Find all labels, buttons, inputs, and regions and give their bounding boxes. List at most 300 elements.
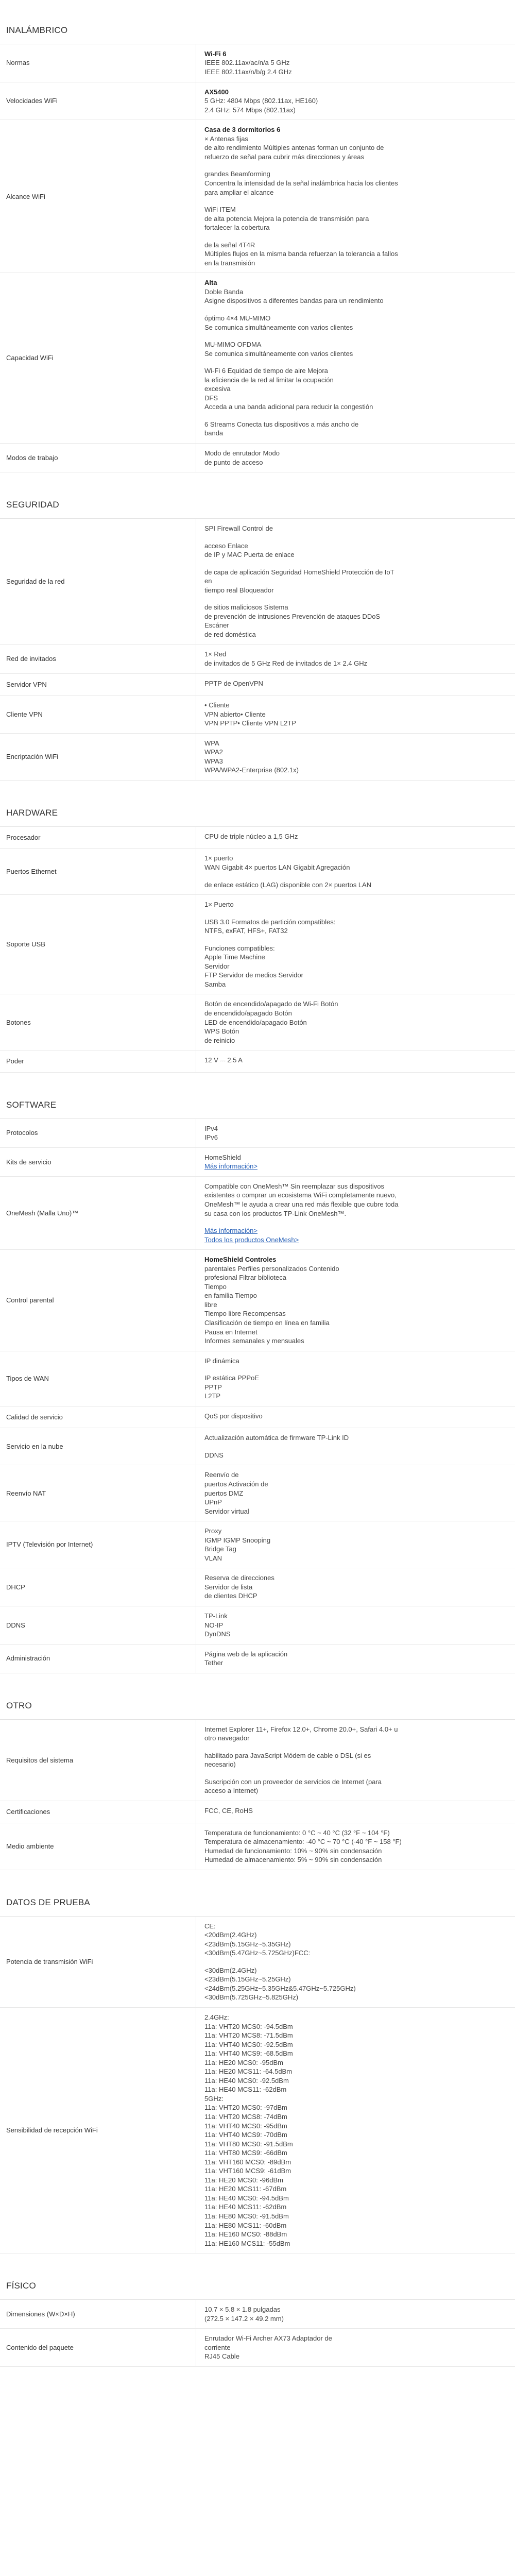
spec-value-line: LED de encendido/apagado Botón: [204, 1018, 307, 1026]
spec-value-line: para ampliar el alcance: [204, 188, 274, 196]
spec-row-poder: [0, 1050, 515, 1073]
spec-label: Normas: [6, 59, 30, 67]
spec-value-line: 5 GHz: 4804 Mbps (802.11ax, HE160): [204, 97, 318, 105]
section-title: FÍSICO: [0, 2280, 515, 2300]
spec-value: [196, 1148, 515, 1176]
spec-value-line: WPA2: [204, 748, 223, 756]
spec-value-line: FCC, CE, RoHS: [204, 1806, 253, 1815]
spec-value-line: Wi-Fi 6: [204, 49, 227, 58]
spec-value-line: Asigne dispositivos a diferentes bandas para un rendimiento: [204, 297, 384, 305]
line-spacer: [204, 1769, 509, 1777]
spec-value-line: óptimo 4×4 MU-MIMO: [204, 314, 271, 322]
spec-value-line: VPN PPTP• Cliente VPN L2TP: [204, 719, 296, 727]
spec-value-line: VLAN: [204, 1554, 222, 1562]
spec-value-line: <23dBm(5.15GHz~5.25GHz): [204, 1975, 291, 1984]
spec-value: [196, 734, 515, 780]
spec-value-line: DFS: [204, 394, 218, 402]
spec-row-kits-de-servicio: [0, 1148, 515, 1177]
spec-value-line: RJ45 Cable: [204, 2352, 239, 2361]
line-spacer: [204, 197, 509, 205]
spec-value-line: profesional Filtrar biblioteca: [204, 1274, 286, 1282]
spec-label: Puertos Ethernet: [6, 867, 57, 875]
spec-value-line: Alta: [204, 279, 217, 287]
section-title: SEGURIDAD: [0, 499, 515, 519]
line-spacer: [204, 595, 509, 603]
spec-row-velocidades-wifi: [0, 82, 515, 121]
spec-value-line: WAN Gigabit 4× puertos LAN Gigabit Agregación: [204, 863, 350, 871]
spec-value: [196, 827, 515, 849]
spec-label: Servidor VPN: [6, 680, 47, 688]
spec-value: [196, 1606, 515, 1644]
spec-value-line: <30dBm(2.4GHz): [204, 1966, 257, 1974]
spec-value-line: 11a: HE20 MCS11: -64.5dBm: [204, 2067, 293, 2076]
spec-value: [196, 82, 515, 120]
spec-value-line: de invitados de 5 GHz Red de invitados de 1× 2.4 GHz: [204, 659, 368, 668]
spec-label: IPTV (Televisión por Internet): [6, 1540, 93, 1549]
spec-value-line: Proxy: [204, 1527, 222, 1535]
spec-row-normas: [0, 44, 515, 82]
spec-label: Servicio en la nube: [6, 1443, 63, 1451]
more-info-link[interactable]: Más información>: [204, 1162, 258, 1171]
spec-value: [196, 674, 515, 696]
spec-value-line: fortalecer la cobertura: [204, 224, 270, 232]
spec-value-line: 11a: VHT40 MCS9: -70dBm: [204, 2131, 287, 2139]
spec-value-line: <24dBm(5.25GHz~5.35GHz&5.47GHz~5.725GHz): [204, 1984, 356, 1992]
spec-value-line: en: [204, 577, 212, 585]
spec-value-line: Bridge Tag: [204, 1545, 236, 1553]
spec-value-line: 1× Red: [204, 650, 227, 658]
spec-row-dhcp: [0, 1568, 515, 1606]
spec-value-line: Internet Explorer 11+, Firefox 12.0+, Chrome 20.0+, Safari 4.0+ u: [204, 1725, 398, 1733]
spec-row-dimensiones-w-d-h: [0, 2300, 515, 2329]
section-title: INALÁMBRICO: [0, 25, 515, 44]
spec-value-line: OneMesh™ le ayuda a crear una red más flexible que cubre toda: [204, 1200, 399, 1208]
spec-value-line: Enrutador Wi-Fi Archer AX73 Adaptador de: [204, 2334, 332, 2343]
spec-value-line: 11a: VHT80 MCS9: -66dBm: [204, 2149, 287, 2157]
spec-value-line: Concentra la intensidad de la señal inalámbrica hacia los clientes: [204, 179, 398, 187]
section-title: OTRO: [0, 1700, 515, 1720]
spec-value-line: NO-IP: [204, 1621, 224, 1629]
spec-value-line: (272.5 × 147.2 × 49.2 mm): [204, 2314, 284, 2323]
spec-label: Encriptación WiFi: [6, 753, 59, 761]
spec-value-line: DynDNS: [204, 1630, 231, 1638]
spec-label: Red de invitados: [6, 655, 56, 663]
spec-value-line: habilitado para JavaScript Módem de cable o DSL (si es: [204, 1751, 371, 1759]
spec-value-line: CPU de triple núcleo a 1,5 GHz: [204, 832, 298, 840]
spec-value: [196, 895, 515, 994]
spec-row-control-parental: [0, 1250, 515, 1351]
spec-row-procesador: [0, 827, 515, 849]
spec-value: [196, 1465, 515, 1521]
spec-value-line: IEEE 802.11ax/ac/n/a 5 GHz: [204, 59, 290, 67]
spec-label: Reenvío NAT: [6, 1489, 46, 1497]
spec-value-line: WPA/WPA2-Enterprise (802.1x): [204, 766, 299, 774]
spec-value: [196, 1050, 515, 1072]
spec-value-line: 11a: HE20 MCS0: -96dBm: [204, 2176, 283, 2184]
spec-value-line: L2TP: [204, 1392, 221, 1400]
spec-value: [196, 519, 515, 644]
spec-label: Medio ambiente: [6, 1842, 54, 1850]
spec-value-line: Página web de la aplicación: [204, 1650, 288, 1658]
spec-label: Soporte USB: [6, 940, 45, 948]
spec-label: Velocidades WiFi: [6, 97, 58, 105]
spec-label: Potencia de transmisión WiFi: [6, 1958, 93, 1966]
spec-value-line: de sitios maliciosos Sistema: [204, 603, 288, 612]
spec-value-line: 11a: HE160 MCS0: -88dBm: [204, 2230, 287, 2239]
spec-row-certificaciones: [0, 1801, 515, 1823]
spec-value-line: banda: [204, 429, 224, 437]
spec-value-line: Reenvío de: [204, 1471, 239, 1479]
spec-row-iptv-television-por-internet: [0, 1521, 515, 1568]
spec-label: Certificaciones: [6, 1807, 50, 1816]
spec-value-line: 11a: HE40 MCS11: -62dBm: [204, 2086, 287, 2094]
spec-value-line: 11a: HE40 MCS11: -62dBm: [204, 2203, 287, 2211]
spec-value: [196, 2329, 515, 2366]
spec-value-line: 11a: HE80 MCS0: -91.5dBm: [204, 2212, 289, 2221]
spec-row-tipos-de-wan: [0, 1351, 515, 1406]
spec-value-line: Se comunica simultáneamente con varios clientes: [204, 349, 353, 358]
section-title: DATOS DE PRUEBA: [0, 1897, 515, 1917]
spec-value-line: de enlace estático (LAG) disponible con 2× puertos LAN: [204, 880, 372, 889]
spec-value-line: Reserva de direcciones: [204, 1574, 274, 1582]
spec-value-line: Múltiples flujos en la misma banda refuerzan la tolerancia a fallos: [204, 250, 398, 258]
spec-value: [196, 273, 515, 443]
spec-label: Kits de servicio: [6, 1158, 52, 1166]
spec-value-line: 1× Puerto: [204, 901, 234, 909]
spec-value-line: Casa de 3 dormitorios 6: [204, 126, 281, 134]
spec-value-line: Apple Time Machine: [204, 953, 265, 961]
spec-label: Seguridad de la red: [6, 577, 65, 585]
spec-value-line: MU-MIMO OFDMA: [204, 341, 262, 349]
spec-value-line: Temperatura de almacenamiento: -40 °C ~ 70 °C (-40 °F ~ 158 °F): [204, 1838, 402, 1846]
spec-value-line: en la transmisión: [204, 259, 255, 267]
spec-value-line: SPI Firewall Control de: [204, 524, 273, 533]
spec-value-line: Humedad de almacenamiento: 5% ~ 90% sin condensación: [204, 1856, 382, 1864]
spec-value-line: IGMP IGMP Snooping: [204, 1536, 271, 1544]
spec-value-line: Doble Banda: [204, 287, 244, 296]
line-spacer: [204, 412, 509, 420]
spec-row-administracion: [0, 1645, 515, 1673]
spec-value-line: libre: [204, 1300, 217, 1309]
spec-label: DDNS: [6, 1621, 25, 1629]
spec-value-line: Samba: [204, 980, 226, 988]
line-spacer: [204, 306, 509, 314]
spec-value-line: Humedad de funcionamiento: 10% ~ 90% sin condensación: [204, 1846, 382, 1855]
spec-row-onemesh-malla-uno: [0, 1177, 515, 1250]
spec-value-line: Tiempo: [204, 1282, 227, 1291]
spec-section-otro: [0, 1700, 515, 1870]
spec-section-fisico: [0, 2280, 515, 2367]
spec-value: [196, 1428, 515, 1465]
spec-value-line: necesario): [204, 1760, 236, 1769]
spec-section-datos-de-prueba: [0, 1897, 515, 2254]
spec-row-sensibilidad-de-recepcion-wifi: [0, 2008, 515, 2253]
spec-label: DHCP: [6, 1583, 25, 1591]
spec-row-puertos-ethernet: [0, 849, 515, 895]
line-spacer: [204, 1218, 509, 1226]
spec-value-line: Tiempo libre Recompensas: [204, 1310, 286, 1318]
spec-value-line: USB 3.0 Formatos de partición compatibles:: [204, 918, 336, 926]
spec-value-line: de prevención de intrusiones Prevención de ataques DDoS: [204, 612, 381, 620]
spec-label: Procesador: [6, 833, 41, 841]
line-spacer: [204, 332, 509, 340]
spec-value-line: de reinicio: [204, 1036, 235, 1044]
spec-value-line: <23dBm(5.15GHz~5.35GHz): [204, 1940, 291, 1948]
spec-value: [196, 1568, 515, 1606]
spec-value-line: × Antenas fijas: [204, 134, 248, 143]
spec-row-seguridad-de-la-red: [0, 519, 515, 645]
spec-value-line: 11a: VHT20 MCS0: -94.5dBm: [204, 2022, 293, 2030]
spec-value: [196, 1406, 515, 1428]
spec-label: Cliente VPN: [6, 710, 43, 718]
line-spacer: [204, 232, 509, 241]
spec-value-line: parentales Perfiles personalizados Contenido: [204, 1264, 339, 1273]
spec-row-contenido-del-paquete: [0, 2329, 515, 2367]
spec-value-line: 11a: VHT20 MCS0: -97dBm: [204, 2104, 287, 2112]
spec-value-line: de capa de aplicación Seguridad HomeShield Protección de IoT: [204, 568, 394, 576]
spec-value-line: de la señal 4T4R: [204, 241, 255, 249]
spec-value-line: Servidor virtual: [204, 1507, 249, 1515]
spec-value: [196, 1645, 515, 1673]
spec-row-reenvio-nat: [0, 1465, 515, 1521]
spec-value-line: WiFi ITEM: [204, 206, 236, 214]
spec-value-line: IPv4: [204, 1124, 218, 1132]
spec-value-line: Se comunica simultáneamente con varios clientes: [204, 323, 353, 331]
spec-value: [196, 2300, 515, 2328]
spec-row-cliente-vpn: [0, 696, 515, 734]
spec-value-line: Botón de encendido/apagado de Wi-Fi Botón: [204, 1000, 338, 1008]
spec-value: [196, 2008, 515, 2253]
spec-value-line: QoS por dispositivo: [204, 1412, 263, 1420]
spec-value: [196, 120, 515, 273]
spec-value-line: 2.4 GHz: 574 Mbps (802.11ax): [204, 106, 296, 114]
spec-value-line: UPnP: [204, 1498, 222, 1506]
spec-value-line: de alto rendimiento Múltiples antenas forman un conjunto de: [204, 144, 384, 152]
spec-label: Modos de trabajo: [6, 453, 58, 462]
spec-value-line: Servidor de lista: [204, 1583, 253, 1591]
spec-value-line: 11a: VHT40 MCS0: -92.5dBm: [204, 2040, 293, 2048]
spec-row-servidor-vpn: [0, 674, 515, 696]
spec-value: [196, 696, 515, 733]
spec-value-line: 11a: HE80 MCS11: -60dBm: [204, 2221, 287, 2229]
spec-label: Calidad de servicio: [6, 1413, 63, 1421]
spec-value-line: 11a: VHT160 MCS0: -89dBm: [204, 2158, 291, 2166]
line-spacer: [204, 560, 509, 568]
spec-value: [196, 994, 515, 1050]
spec-label: Dimensiones (W×D×H): [6, 2310, 75, 2318]
line-spacer: [204, 1443, 509, 1451]
spec-value-line: de IP y MAC Puerta de enlace: [204, 551, 295, 559]
spec-value: [196, 1177, 515, 1249]
spec-value-line: <30dBm(5.47GHz~5.725GHz)FCC:: [204, 1949, 311, 1957]
spec-value-line: acceso a Internet): [204, 1787, 259, 1795]
spec-value-line: puertos Activación de: [204, 1480, 268, 1488]
spec-value-line: de punto de acceso: [204, 458, 263, 466]
spec-value-line: en familia Tiempo: [204, 1292, 257, 1300]
line-spacer: [204, 872, 509, 880]
spec-value-line: 11a: HE160 MCS11: -55dBm: [204, 2239, 290, 2247]
line-spacer: [204, 161, 509, 170]
line-spacer: [204, 936, 509, 944]
spec-value: [196, 645, 515, 673]
spec-row-alcance-wifi: [0, 120, 515, 273]
spec-value-line: 10.7 × 5.8 × 1.8 pulgadas: [204, 2306, 281, 2314]
spec-value-line: Suscripción con un proveedor de servicios de Internet (para: [204, 1777, 382, 1786]
spec-value-line: excesiva: [204, 385, 231, 393]
spec-label: Requisitos del sistema: [6, 1756, 74, 1764]
spec-value-line: 11a: VHT40 MCS9: -68.5dBm: [204, 2049, 293, 2058]
spec-label: Alcance WiFi: [6, 192, 45, 200]
spec-label: Tipos de WAN: [6, 1374, 49, 1382]
spec-label: OneMesh (Malla Uno)™: [6, 1209, 79, 1217]
spec-row-red-de-invitados: [0, 645, 515, 673]
spec-value-line: NTFS, exFAT, HFS+, FAT32: [204, 927, 288, 935]
spec-value-line: 11a: VHT40 MCS0: -95dBm: [204, 2122, 287, 2130]
spec-value-line: corriente: [204, 2343, 231, 2351]
spec-value: [196, 1250, 515, 1350]
spec-value: [196, 1119, 515, 1147]
section-title: HARDWARE: [0, 807, 515, 827]
spec-value-line: HomeShield: [204, 1153, 241, 1161]
spec-value-line: DDNS: [204, 1451, 224, 1459]
spec-value-line: Funciones compatibles:: [204, 944, 275, 952]
spec-value-line: existentes o comprar un ecosistema WiFi completamente nuevo,: [204, 1191, 397, 1199]
spec-value-line: Compatible con OneMesh™ Sin reemplazar sus dispositivos: [204, 1182, 384, 1190]
spec-value-line: CE:: [204, 1922, 216, 1930]
spec-label: Administración: [6, 1654, 50, 1663]
section-title: SOFTWARE: [0, 1099, 515, 1119]
spec-value: [196, 1823, 515, 1870]
spec-value-line: Clasificación de tiempo en línea en familia: [204, 1318, 330, 1327]
line-spacer: [204, 533, 509, 541]
spec-value-line: 11a: HE20 MCS11: -67dBm: [204, 2185, 287, 2193]
spec-label: Botones: [6, 1018, 31, 1026]
spec-value-line: VPN abierto• Cliente: [204, 710, 266, 718]
spec-value-line: Servidor: [204, 962, 230, 970]
line-spacer: [204, 909, 509, 918]
spec-label: Sensibilidad de recepción WiFi: [6, 2126, 98, 2134]
more-info-link[interactable]: Más información>: [204, 1227, 258, 1235]
spec-value-line: 2.4GHz:: [204, 2013, 229, 2021]
spec-value-line: 11a: VHT20 MCS8: -71.5dBm: [204, 2031, 293, 2040]
spec-value-line: WPA: [204, 739, 219, 747]
spec-value-line: FTP Servidor de medios Servidor: [204, 971, 303, 979]
spec-value-line: Acceda a una banda adicional para reducir la congestión: [204, 403, 373, 411]
spec-value-line: de clientes DHCP: [204, 1592, 258, 1600]
spec-value-line: 12 V ⎓ 2.5 A: [204, 1056, 243, 1064]
spec-value-line: IP estática PPPoE: [204, 1374, 259, 1382]
spec-value-line: Actualización automática de firmware TP-Link ID: [204, 1434, 349, 1442]
spec-value-line: 11a: HE20 MCS0: -95dBm: [204, 2058, 283, 2066]
spec-value-line: Informes semanales y mensuales: [204, 1337, 304, 1345]
spec-value-line: Temperatura de funcionamiento: 0 °C ~ 40 °C (32 °F ~ 104 °F): [204, 1828, 390, 1837]
spec-value: [196, 44, 515, 82]
spec-value-line: PPTP: [204, 1383, 222, 1391]
spec-value: [196, 1351, 515, 1406]
spec-value: [196, 1521, 515, 1568]
spec-value-line: AX5400: [204, 88, 229, 96]
spec-value: [196, 1917, 515, 2007]
spec-value-line: • Cliente: [204, 701, 230, 709]
spec-value-line: de encendido/apagado Botón: [204, 1009, 292, 1017]
spec-label: Capacidad WiFi: [6, 354, 54, 362]
spec-row-potencia-de-transmision-wifi: [0, 1917, 515, 2008]
spec-row-medio-ambiente: [0, 1823, 515, 1870]
spec-value-line: de red doméstica: [204, 630, 256, 638]
spec-label: Contenido del paquete: [6, 2343, 74, 2351]
spec-value-line: WPS Botón: [204, 1027, 239, 1036]
spec-section-inalambrico: [0, 25, 515, 472]
spec-section-hardware: [0, 807, 515, 1073]
more-info-link[interactable]: Todos los productos OneMesh>: [204, 1235, 299, 1244]
spec-value-line: la eficiencia de la red al limitar la ocupación: [204, 376, 334, 384]
spec-value-line: 11a: VHT160 MCS9: -61dBm: [204, 2167, 291, 2175]
spec-row-requisitos-del-sistema: [0, 1720, 515, 1801]
spec-value-line: tiempo real Bloqueador: [204, 586, 274, 594]
spec-value-line: IEEE 802.11ax/n/b/g 2.4 GHz: [204, 68, 292, 76]
spec-row-capacidad-wifi: [0, 273, 515, 444]
line-spacer: [204, 1365, 509, 1374]
spec-row-encriptacion-wifi: [0, 734, 515, 781]
spec-label: Control parental: [6, 1296, 54, 1304]
spec-value-line: 5GHz:: [204, 2094, 224, 2103]
spec-value-line: Modo de enrutador Modo: [204, 449, 280, 457]
spec-value-line: 11a: VHT80 MCS0: -91.5dBm: [204, 2140, 293, 2148]
line-spacer: [204, 1743, 509, 1751]
spec-value-line: IPv6: [204, 1133, 218, 1142]
spec-value-line: acceso Enlace: [204, 541, 248, 550]
spec-value-line: 11a: HE40 MCS0: -94.5dBm: [204, 2194, 289, 2202]
spec-value-line: Pausa en Internet: [204, 1328, 258, 1336]
spec-value-line: <20dBm(2.4GHz): [204, 1931, 257, 1939]
spec-value-line: de alta potencia Mejora la potencia de transmisión para: [204, 214, 369, 223]
spec-row-soporte-usb: [0, 895, 515, 994]
spec-value-line: <30dBm(5.725GHz~5.825GHz): [204, 1993, 299, 2002]
spec-section-seguridad: [0, 499, 515, 781]
line-spacer: [204, 1958, 509, 1966]
spec-row-modos-de-trabajo: [0, 444, 515, 472]
spec-row-botones: [0, 994, 515, 1050]
spec-value-line: IP dinámica: [204, 1357, 239, 1365]
spec-value-line: refuerzo de señal para cubrir más direcciones y áreas: [204, 152, 364, 161]
spec-value-line: 11a: HE40 MCS0: -92.5dBm: [204, 2076, 289, 2084]
spec-value-line: Tether: [204, 1659, 224, 1667]
spec-value-line: Escáner: [204, 621, 229, 630]
spec-value-line: puertos DMZ: [204, 1489, 244, 1497]
spec-value-line: grandes Beamforming: [204, 170, 270, 178]
spec-value: [196, 444, 515, 472]
spec-value-line: 1× puerto: [204, 854, 233, 862]
spec-value-line: otro navegador: [204, 1734, 250, 1742]
spec-value-line: su casa con los productos TP-Link OneMesh™.: [204, 1209, 347, 1217]
spec-value-line: WPA3: [204, 757, 223, 765]
spec-label: Poder: [6, 1057, 24, 1065]
spec-label: Protocolos: [6, 1129, 38, 1137]
spec-row-ddns: [0, 1606, 515, 1645]
spec-value-line: TP-Link: [204, 1612, 228, 1620]
spec-row-protocolos: [0, 1119, 515, 1148]
spec-value-line: HomeShield Controles: [204, 1256, 277, 1264]
spec-value: [196, 1801, 515, 1823]
spec-value-line: Wi-Fi 6 Equidad de tiempo de aire Mejora: [204, 367, 328, 375]
spec-row-servicio-en-la-nube: [0, 1428, 515, 1465]
spec-value-line: 11a: VHT20 MCS8: -74dBm: [204, 2113, 287, 2121]
line-spacer: [204, 358, 509, 366]
spec-value-line: 6 Streams Conecta tus dispositivos a más ancho de: [204, 420, 359, 428]
spec-value: [196, 1720, 515, 1801]
spec-value-line: PPTP de OpenVPN: [204, 679, 263, 687]
spec-section-software: [0, 1099, 515, 1673]
